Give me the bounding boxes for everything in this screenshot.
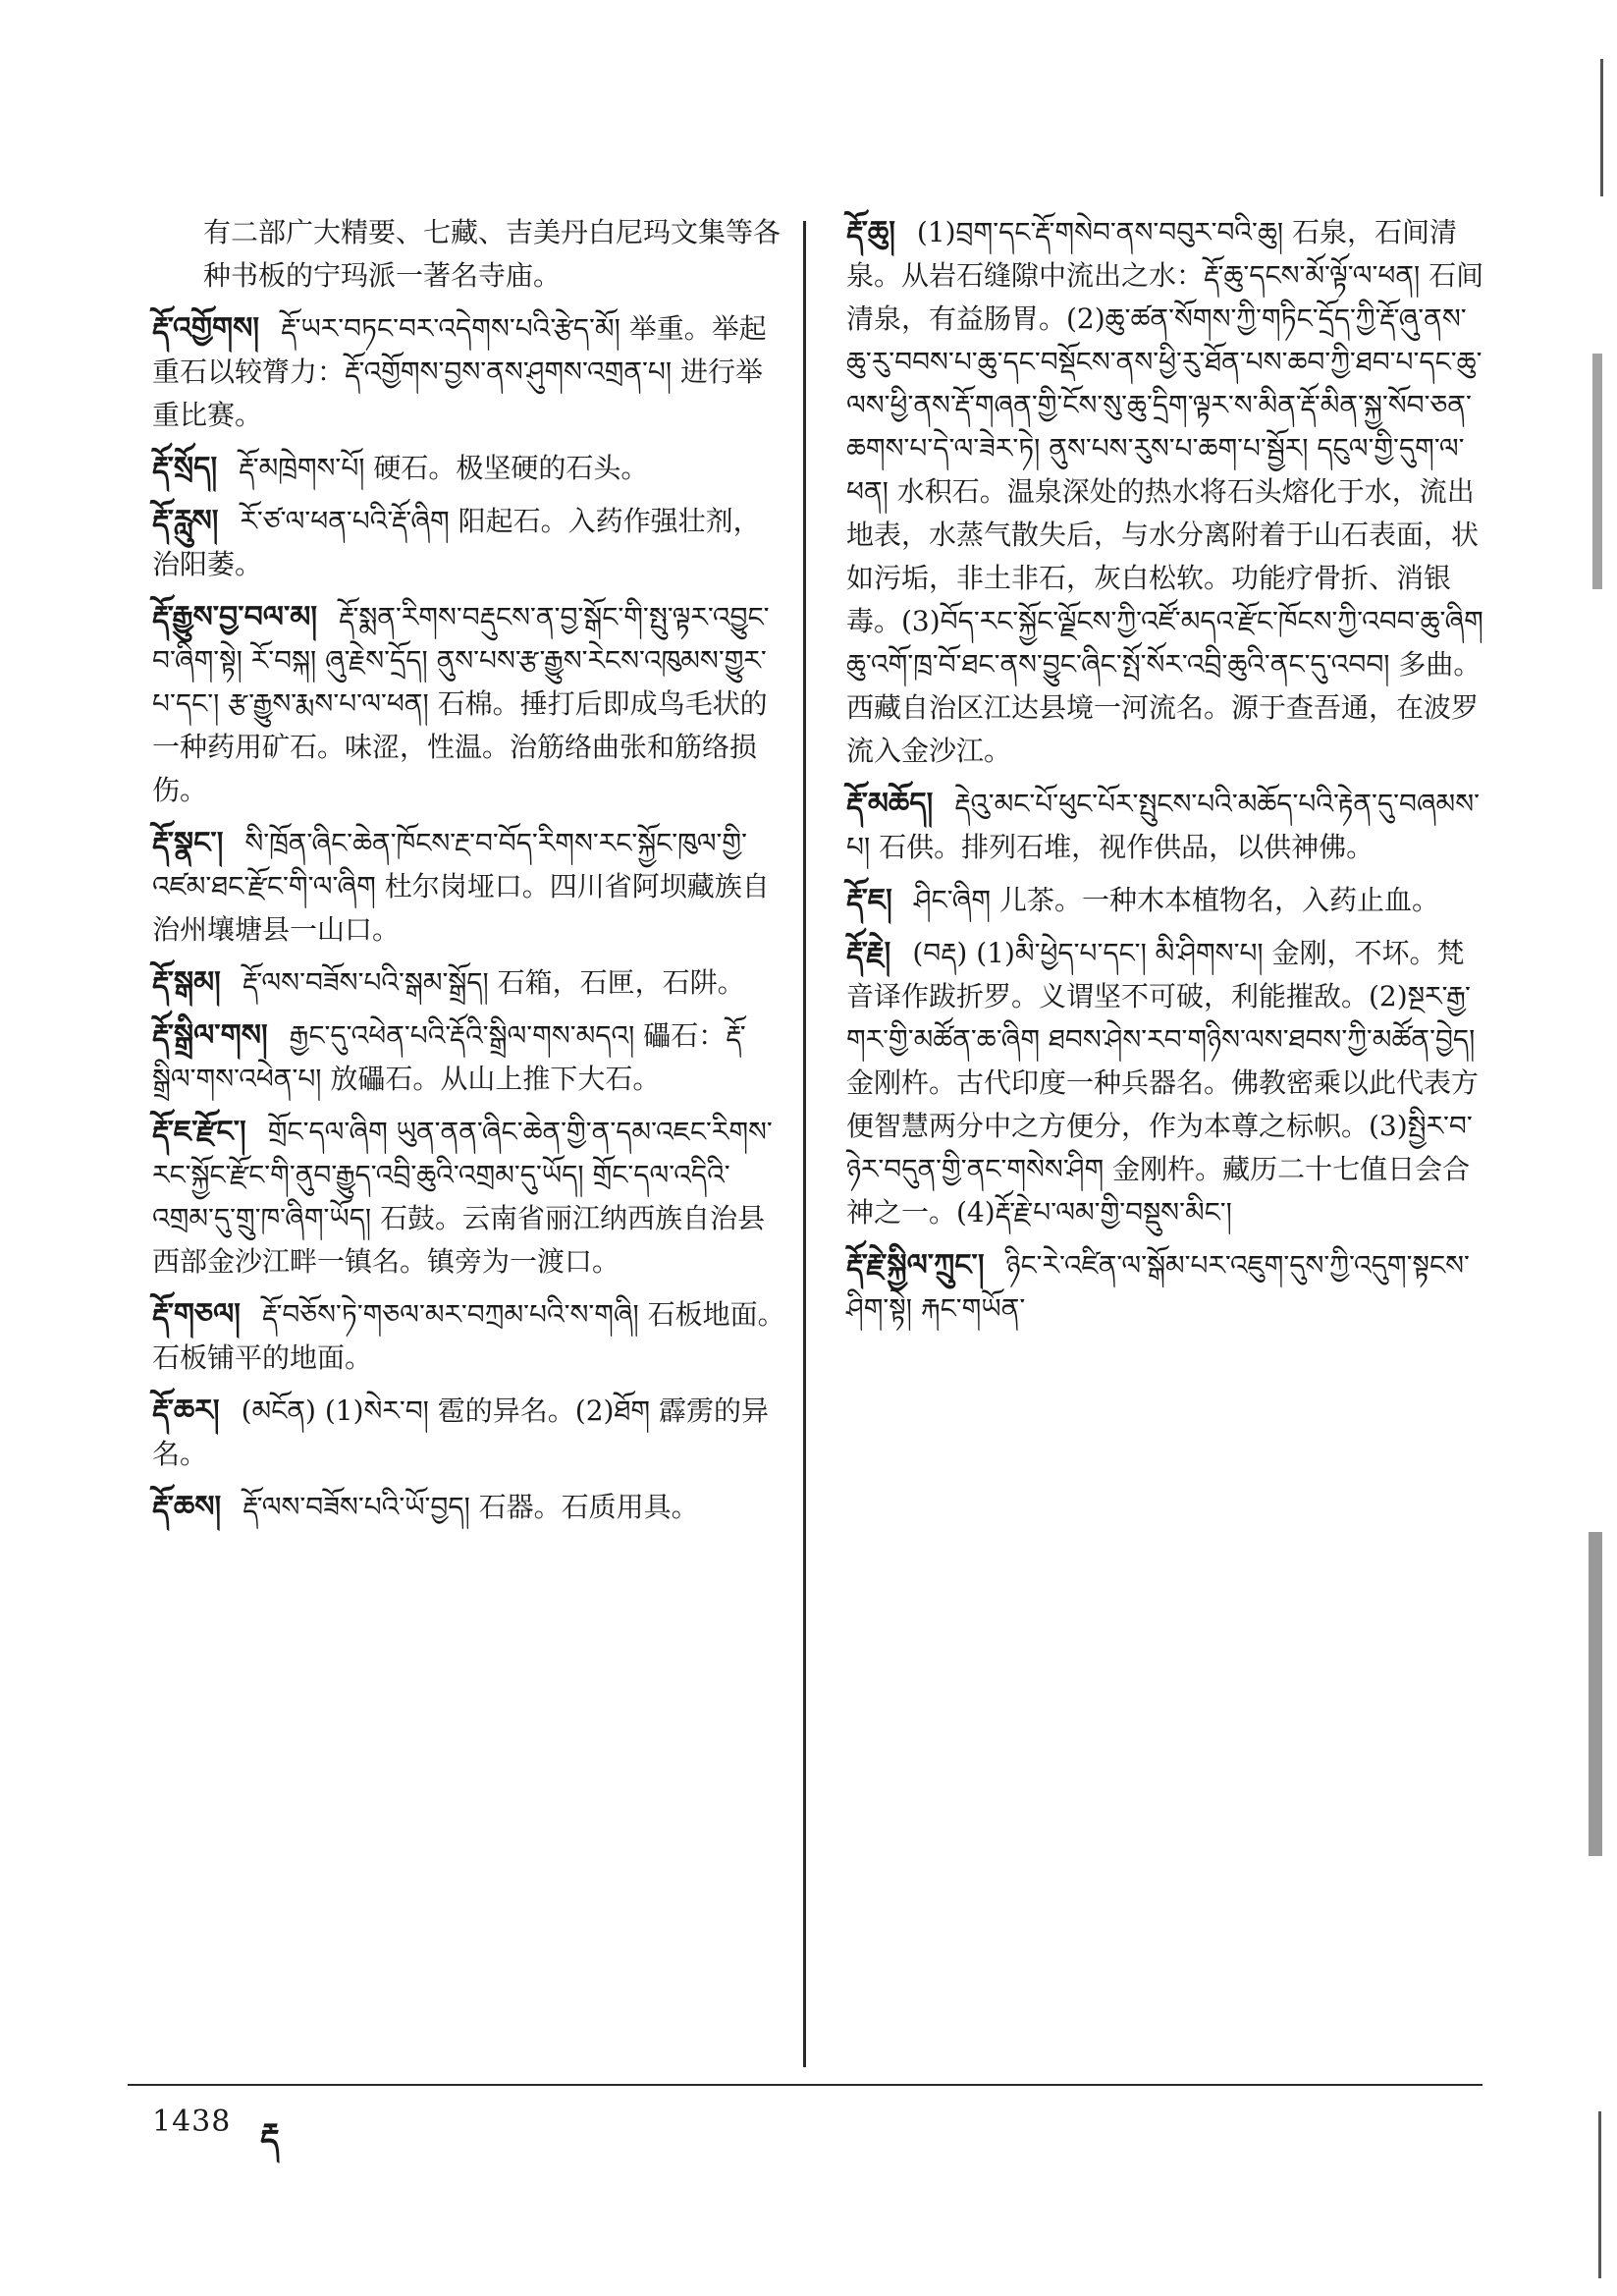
entry-definition: རྡེའུ་མང་པོ་ཕུང་པོར་སྤུངས་པའི་མཆོད་པའི་རྟེན་དུ་བཞམས་པ། 石供。排列石堆，视作供品，以供神佛。 bbox=[846, 788, 1480, 863]
entry-headword: རྡོ་སྒམ། bbox=[152, 965, 221, 1000]
entry-definition: རྡོ་ལས་བཟོས་པའི་སྒམ་སྒྲོད། 石箱，石匣，石阱。 bbox=[242, 966, 745, 999]
dictionary-entry bbox=[152, 1111, 785, 1284]
dictionary-entry bbox=[152, 596, 785, 812]
dictionary-entry bbox=[846, 211, 1484, 773]
entry-definition: རྡོ་ལས་བཟོས་པའི་ཡོ་བྱད། 石器。石质用具。 bbox=[243, 1491, 699, 1523]
entry-headword: རྡོ་འགྱོགས། bbox=[152, 311, 260, 346]
entry-headword: རྡོ་གཅལ། bbox=[152, 1297, 241, 1332]
entry-headword: རྡོ་མཆོད། bbox=[846, 787, 934, 821]
entry-definition: ཉིང་རེ་འཛིན་ལ་སྒོམ་པར་འཇུག་དུས་ཀྱི་འདུག་སྟངས་ཤིག་སྟེ། རྐང་གཡོན་ bbox=[846, 1249, 1470, 1325]
dictionary-entry bbox=[152, 1486, 785, 1529]
scan-edge-mark bbox=[1592, 354, 1602, 589]
entry-definition: རྒྱང་དུ་འཕེན་པའི་རྡོའི་སྒྲིལ་གས་མདའ། 礧石：རྡོ་སྒྲིལ་གས་འཕེན་པ། 放礧石。从山上推下大石。 bbox=[152, 1019, 746, 1095]
dictionary-entry bbox=[846, 1244, 1484, 1331]
right-column bbox=[846, 211, 1484, 1340]
entry-definition: རྡོ་མཁྲེགས་པོ། 硬石。极坚硬的石头。 bbox=[239, 452, 649, 484]
entry-definition: རྡོ་སྨན་རིགས་བརྡུངས་ན་བྱ་སྒོང་གི་སྤུ་ལྟར་འབྱུང་བ་ཞིག་སྟེ། རོ་བསྐ། ཞུ་རྗེས་དྲོད། ནུས་པས་རྩ་རྒྱུས་རེངས་འཁུམས་གྱུར་པ་དང་། རྩ་རྒྱུས་རྨས་པ་ལ་ཕན། 石棉。捶打后即成鸟毛状的一种药用矿石。味涩，性温。治筋络曲张和筋络损伤。 bbox=[152, 601, 770, 806]
column-divider bbox=[803, 221, 806, 2067]
entry-definition: (བརྡ) (1)མི་ཕྱེད་པ་དང་། མི་ཤིགས་པ། 金刚，不坏。梵音译作跋折罗。义谓坚不可破，利能摧敌。(2)སྔར་རྒྱ་གར་གྱི་མཚོན་ཆ་ཞིག ཐབས་ཤེས་རབ་གཉིས་ལས་ཐབས་ཀྱི་མཚོན་བྱེད། 金刚杵。古代印度一种兵器名。佛教密乘以此代表方便智慧两分中之方便分，作为本尊之标帜。(3)སྤྱིར་བ་ཉེར་བདུན་གྱི་ནང་གསེས་ཤིག 金刚杵。藏历二十七值日会合神之一。(4)རྡོ་རྗེ་པ་ལམ་གྱི་བསྡུས་མིང་། bbox=[846, 937, 1480, 1229]
scan-edge-mark bbox=[1598, 2111, 1601, 2278]
entry-definition: (མངོན) (1)སེར་བ། 雹的异名。(2)ཐོག 霹雳的异名。 bbox=[152, 1394, 769, 1470]
entry-headword: རྡོ་ཇ་རྫོང་། bbox=[152, 1115, 246, 1149]
entry-headword: རྡོ་ཆུ། bbox=[846, 215, 895, 249]
entry-definition: (1)བྲག་དང་རྡོ་གསེབ་ནས་བབུར་བའི་ཆུ། 石泉，石间清泉。从岩石缝隙中流出之水：རྡོ་ཆུ་དངས་མོ་ལྟོ་ལ་ཕན། 石间清泉，有益肠胃。(2)ཆུ་ཚན་སོགས་ཀྱི་གཏིང་དྲོད་ཀྱི་རྡོ་ཞུ་ནས་ཆུ་རུ་བབས་པ་ཆུ་དང་བསྡོངས་ནས་ཕྱི་རུ་ཐོན་པས་ཆབ་ཀྱི་ཐབ་པ་དང་ཆུ་ལས་ཕྱི་ནས་རྡོ་གཞན་གྱི་ངོས་སུ་ཆུ་དྲིག་ལྟར་ས་མིན་རྡོ་མིན་སྐྱ་སོབ་ཅན་ཆགས་པ་དེ་ལ་ཟེར་ཏེ། ནུས་པས་རུས་པ་ཆག་པ་སྦྱོར། དངུལ་གྱི་དུག་ལ་ཕན། 水积石。温泉深处的热水将石头熔化于水，流出地表，水蒸气散失后，与水分离附着于山石表面，状如污垢，非土非石，灰白松软。功能疗骨折、消银毒。(3)བོད་རང་སྐྱོང་ལྗོངས་ཀྱི་འཛོ་མདའ་རྫོང་ཁོངས་ཀྱི་འབབ་ཆུ་ཞིག ཆུ་འགོ་ཁྲ་བོ་ཐང་ནས་བྱུང་ཞིང་སྤོ་སོར་འབྲི་ཆུའི་ནང་དུ་འབབ། 多曲。西藏自治区江达县境一河流名。源于查吾通，在波罗流入金沙江。 bbox=[846, 216, 1484, 767]
entry-headword: རྡོ་ཆས། bbox=[152, 1490, 222, 1524]
dictionary-entry bbox=[152, 1390, 785, 1476]
continued-entry bbox=[152, 211, 785, 298]
dictionary-entry bbox=[152, 1014, 785, 1101]
entry-headword: རྡོ་རྗེ་སྐྱིལ་ཀྲུང་། bbox=[846, 1248, 985, 1283]
left-column bbox=[152, 211, 785, 1539]
entry-headword: རྡོ་སྲོད། bbox=[152, 451, 218, 485]
page-section-letter: རྡ bbox=[260, 2116, 280, 2156]
scan-edge-mark bbox=[1600, 59, 1603, 196]
continued-text: 有二部广大精要、七藏、吉美丹白尼玛文集等各种书板的宁玛派一著名寺庙。 bbox=[203, 216, 782, 292]
dictionary-entry bbox=[152, 822, 785, 952]
entry-headword: རྡོ་རླུས། bbox=[152, 504, 219, 538]
entry-headword: རྡོ་སྒྲིལ་གས། bbox=[152, 1018, 268, 1053]
dictionary-entry bbox=[152, 500, 785, 586]
entry-definition: གྲོང་དལ་ཞིག ཡུན་ནན་ཞིང་ཆེན་གྱི་ན་དམ་འཇང་རིགས་རང་སྐྱོང་རྫོང་གི་ནུབ་རྒྱུད་འབྲི་ཆུའི་འགྲམ་དུ་ཡོད། གྲོང་དལ་འདིའི་འགྲམ་དུ་གྲུ་ཁ་ཞིག་ཡོད། 石鼓。云南省丽江纳西族自治县西部金沙江畔一镇名。镇旁为一渡口。 bbox=[152, 1116, 773, 1278]
entry-headword: རྡོ་རྒྱུས་བྱ་བལ་མ། bbox=[152, 600, 317, 634]
entry-headword: རྡོ་རྗེ། bbox=[846, 936, 891, 970]
dictionary-entry bbox=[152, 961, 785, 1005]
dictionary-entry bbox=[152, 1293, 785, 1380]
entry-definition: རྡོ་བཅོས་ཏེ་གཅལ་མར་བཀྲམ་པའི་ས་གཞི། 石板地面。石板铺平的地面。 bbox=[152, 1298, 785, 1374]
entry-definition: ཤིང་ཞིག 儿茶。一种木本植物名，入药止血。 bbox=[913, 884, 1439, 916]
dictionary-entry bbox=[152, 307, 785, 437]
entry-definition: རྡོ་ཡར་བཏང་བར་འདེགས་པའི་རྩེད་མོ། 举重。举起重石以较膂力：རྡོ་འགྱོགས་བྱས་ནས་ཤུགས་འགྲན་པ། 进行举重比赛。 bbox=[152, 312, 767, 431]
entry-headword: རྡོ་སྣང་། bbox=[152, 826, 224, 860]
dictionary-entry bbox=[846, 932, 1484, 1234]
page-number: 1438 bbox=[152, 2105, 232, 2139]
entry-headword: རྡོ་ཇ། bbox=[846, 883, 892, 917]
dictionary-entry bbox=[152, 447, 785, 490]
scan-edge-mark bbox=[1589, 1532, 1602, 1856]
entry-definition: རོ་ཙ་ལ་ཕན་པའི་རྡོ་ཞིག 阳起石。入药作强壮剂，治阳萎。 bbox=[152, 505, 761, 580]
entry-definition: སི་ཁྲོན་ཞིང་ཆེན་ཁོངས་རྔ་བ་བོད་རིགས་རང་སྐྱོང་ཁུལ་གྱི་འཛམ་ཐང་རྫོང་གི་ལ་ཞིག 杜尔岗垭口。四川省阿坝藏族自治州壤塘县一山口。 bbox=[152, 827, 770, 946]
footer-rule bbox=[128, 2084, 1482, 2086]
dictionary-entry bbox=[846, 879, 1484, 922]
entry-headword: རྡོ་ཆར། bbox=[152, 1394, 220, 1428]
dictionary-entry bbox=[846, 783, 1484, 869]
